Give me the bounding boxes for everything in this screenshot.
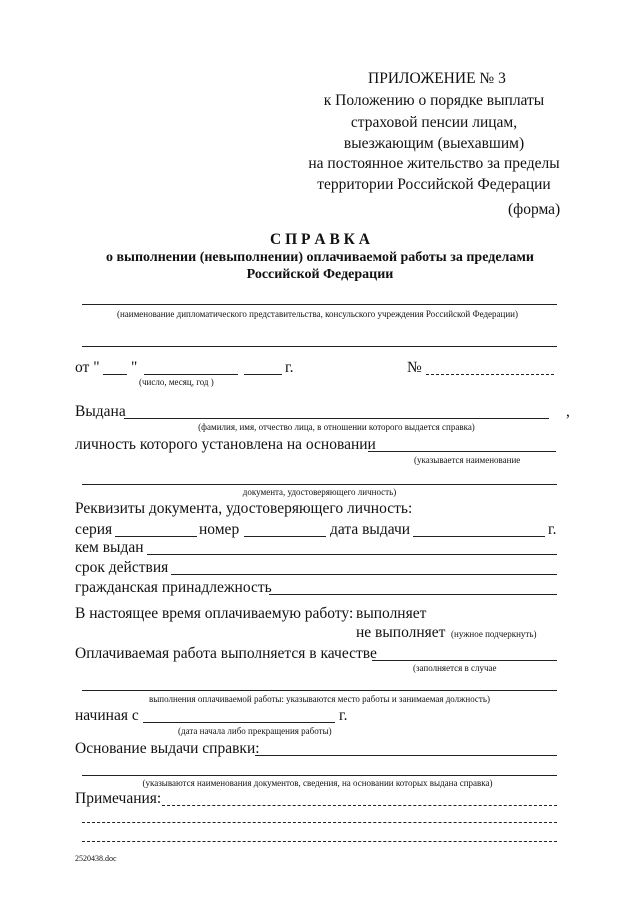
doc-issue-year-suffix: г.: [548, 521, 557, 538]
doc-number-label: номер: [199, 521, 240, 538]
file-code: 2520438.doc: [75, 854, 117, 863]
doc-citizenship-field[interactable]: [269, 594, 557, 595]
doc-heading: Реквизиты документа, удостоверяющего личность:: [75, 500, 413, 517]
identity-line-2[interactable]: [82, 484, 557, 485]
work-capacity-line-2[interactable]: [82, 690, 557, 691]
notes-line-2[interactable]: [82, 822, 557, 823]
identity-field[interactable]: [368, 451, 556, 452]
doc-validity-label: срок действия: [75, 559, 169, 576]
appendix-line-4: выезжающим (выехавшим): [343, 135, 525, 152]
org-name-line-2[interactable]: [82, 346, 557, 347]
date-month-field[interactable]: [144, 374, 238, 375]
identity-hint-1: (указывается наименование: [414, 455, 521, 465]
doc-citizenship-label: гражданская принадлежность: [75, 579, 272, 596]
work-start-hint: (дата начала либо прекращения работы): [178, 726, 332, 736]
number-label: №: [407, 359, 422, 376]
work-capacity-field[interactable]: [372, 660, 557, 661]
notes-line-3[interactable]: [82, 841, 557, 842]
document-title: С П Р А В К А: [270, 231, 370, 248]
appendix-line-5: на постоянное жительство за пределы: [308, 155, 560, 172]
basis-line-2[interactable]: [82, 775, 557, 776]
appendix-line-3: страховой пенсии лицам,: [350, 114, 518, 131]
appendix-line-6: территории Российской Федерации: [317, 176, 551, 193]
date-quote-close: ": [131, 359, 138, 376]
work-underline-hint: (нужное подчеркнуть): [451, 629, 537, 639]
work-start-label: начиная с: [75, 707, 139, 724]
issued-label: Выдана: [75, 403, 126, 420]
doc-issue-date-field[interactable]: [413, 536, 545, 537]
work-option-does-not[interactable]: не выполняет: [356, 624, 446, 641]
form-label: (форма): [508, 201, 561, 218]
doc-series-label: серия: [75, 521, 113, 538]
identity-hint-2: документа, удостоверяющего личность): [242, 487, 397, 497]
org-name-line[interactable]: [82, 304, 557, 305]
work-status-label: В настоящее время оплачиваемую работу:: [75, 605, 354, 622]
issued-hint: (фамилия, имя, отчество лица, в отношении которого выдается справка): [198, 422, 475, 432]
issued-name-field[interactable]: [124, 418, 549, 419]
date-from-label: от ": [75, 359, 100, 376]
doc-series-field[interactable]: [115, 536, 197, 537]
work-start-suffix: г.: [339, 707, 348, 724]
doc-issue-date-label: дата выдачи: [330, 521, 411, 538]
work-capacity-hint-1: (заполняется в случае: [413, 663, 497, 673]
basis-hint: (указываются наименования документов, сведения, на основании которых выдана справка): [142, 778, 493, 788]
date-day-field[interactable]: [103, 374, 127, 375]
work-capacity-label: Оплачиваемая работа выполняется в качестве: [75, 645, 377, 662]
doc-number-field[interactable]: [244, 536, 326, 537]
date-year-field[interactable]: [244, 374, 282, 375]
issued-comma: ,: [566, 403, 570, 420]
basis-field[interactable]: [255, 755, 557, 756]
document-subtitle-2: Российской Федерации: [246, 267, 394, 282]
appendix-line-2: к Положению о порядке выплаты: [323, 92, 545, 109]
doc-issued-by-label: кем выдан: [75, 539, 144, 556]
date-hint: (число, месяц, год ): [139, 377, 214, 387]
document-subtitle-1: о выполнении (невыполнении) оплачиваемой работы за пределами: [105, 250, 535, 265]
number-field[interactable]: [426, 374, 554, 375]
identity-label: личность которого установлена на основании: [75, 436, 376, 453]
org-name-hint: (наименование дипломатического представительства, консульского учреждения Российской Федерации): [116, 309, 518, 319]
work-option-does[interactable]: выполняет: [356, 605, 427, 622]
work-start-field[interactable]: [143, 722, 335, 723]
appendix-number: ПРИЛОЖЕНИЕ № 3: [368, 70, 506, 87]
work-capacity-hint-2: выполнения оплачиваемой работы: указываются место работы и занимаемая должность): [149, 694, 490, 704]
notes-field[interactable]: [162, 805, 557, 806]
doc-issued-by-field[interactable]: [147, 554, 557, 555]
notes-label: Примечания:: [75, 790, 162, 807]
basis-label: Основание выдачи справки:: [75, 740, 260, 757]
date-year-suffix: г.: [285, 359, 294, 376]
doc-validity-field[interactable]: [171, 574, 557, 575]
